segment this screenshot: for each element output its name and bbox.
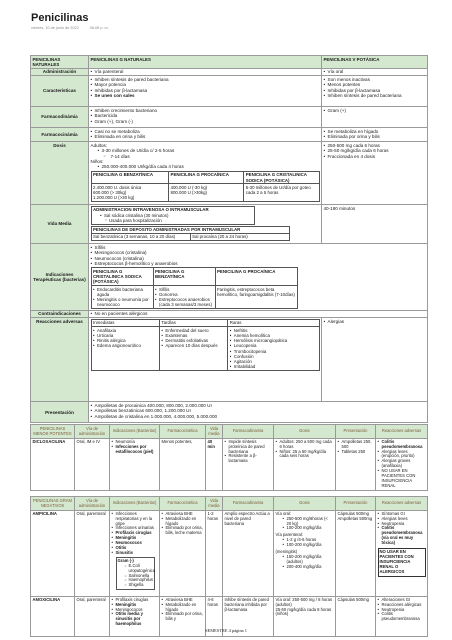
list-item: • Reacciones alérgicas	[378, 603, 426, 608]
list-item: • Síntomas GI	[378, 512, 426, 517]
gram-box	[116, 557, 155, 590]
list-item: • Neutropenia	[378, 608, 426, 613]
col-header: Indicaciones (Bacterias)	[110, 425, 160, 439]
half-life-box-2	[91, 226, 290, 242]
col-header: Presentación	[336, 497, 376, 511]
route: Oral, parenteral	[75, 511, 110, 597]
col-header: Dosis	[274, 497, 336, 511]
list-item: • Endocarditis bacteriana aguda	[93, 287, 151, 297]
list-item: • Sinusitis	[112, 551, 158, 556]
row-label-presentation: Presentación	[31, 402, 89, 423]
page-date: viernes, 10 de junio de 2022	[31, 26, 79, 30]
list-item: • Alteraciones GI	[378, 598, 426, 603]
col-header: PENICILINAS MENOS POTENTES	[31, 425, 75, 439]
row-label-adverse: Reacciones adversas	[31, 318, 89, 402]
list-item: • Enfermedad del suero	[161, 328, 225, 333]
col-header: Vida media	[206, 497, 223, 511]
list-item: • Neumonía	[112, 440, 158, 445]
inner-cell: 600.000 (> 30kg)	[93, 190, 127, 196]
list-item: • Hemólisis microangiopática	[230, 338, 317, 343]
col-header: Vía de administración	[75, 425, 110, 439]
list-item: • Se unen con sales	[91, 93, 320, 98]
drug-name: AMOXICILINA	[31, 597, 75, 637]
row-label-dose: Dosis	[31, 142, 89, 205]
inner-header: Tardías	[159, 319, 227, 326]
col-header: Farmacocinética	[160, 497, 206, 511]
less-potent-table	[30, 424, 428, 491]
list-item: • Profilaxis cirugías	[112, 598, 158, 603]
inner-header: PENICILINA G BENZATÍNICA	[153, 268, 215, 286]
list-item: • 3-30 millones de UI/día c/ 2-5 horas	[98, 148, 320, 153]
col-header: Farmacodinamia	[223, 425, 274, 439]
list-item: • Exantemas	[161, 333, 225, 338]
list-item: • Mayor potencia	[91, 82, 320, 87]
pharmacokinetics: Menos potentes,	[160, 439, 206, 491]
row-label-pharmacodynamics: Farmacodinámia	[31, 107, 89, 128]
list-item: • Urticaria	[93, 333, 157, 338]
inner-cell: Sal procaína (20 a 24 horas)	[190, 233, 289, 240]
list-item: • Neumococos (cristalina)	[91, 256, 426, 261]
col-header: Dosis	[274, 425, 336, 439]
list-item: • Agitación	[230, 359, 317, 364]
col-header: Farmacodinamia	[223, 497, 274, 511]
presentation-item: Cápsulas 500mg	[336, 597, 376, 637]
list-item: • Confusión	[230, 354, 317, 359]
list-item: • Sífilis	[155, 287, 213, 292]
list-item: • 100-200 mg/kg/día	[283, 526, 334, 531]
list-item: • Inhiben crecimiento bacteriano	[91, 108, 320, 113]
warning-box: NO USAR EN PACIENTES CON INSUFICIENCIA RENAL O ALERGICOS	[378, 548, 426, 577]
list-item: ○ Salmonella	[125, 574, 153, 579]
dose-label: Vía parenteral:	[275, 532, 303, 538]
list-item: • Colitis pseudomembranosa	[378, 612, 426, 622]
list-item: • Impide síntesis proteínica de pared bacteriana	[225, 440, 272, 455]
list-item: • Trombocitopenia	[230, 349, 317, 354]
col-header: Vía de administración	[75, 497, 110, 511]
list-item: • 1-2 g /4-6 horas	[283, 538, 334, 543]
list-item: ○ Haemophilus	[125, 578, 153, 583]
col-header: Farmacocinética	[160, 425, 206, 439]
list-item: • 200-400 mg/kg/día	[283, 565, 334, 570]
presentation-item: Cápsulas 500mg	[337, 510, 369, 516]
list-item: • Anemia hemolítica	[230, 333, 317, 338]
dose-adults-label: Adultos:	[90, 142, 108, 148]
list-item: • Colitis pseudomembranosa (vía oral es muy tóxica)	[378, 526, 426, 546]
row-label-half-life: Vida Media	[31, 205, 89, 244]
page-time: 06:08 p. m.	[89, 26, 109, 30]
half-life-v: 40-190 minutos	[322, 205, 428, 244]
list-item: • Otitis media y sinusitis por haemophilus	[112, 612, 158, 627]
inner-header: PENICILINA G PROCAÍNICA	[215, 268, 298, 286]
list-item: • Niños: 25 a 50 mg/kg/día cada seis horas	[276, 450, 334, 460]
half-life: 4-6 horas	[206, 597, 223, 637]
inner-cell: Faringitis, estreptococos beta hemolítico, faringoamigdalitis (7-10días)	[215, 286, 298, 309]
dose-children-label: Niños:	[90, 158, 104, 164]
dose-label: (meningitis)	[275, 549, 298, 555]
indications-inner-table	[91, 267, 299, 309]
inner-cell: 5-30 millones de UI/día por goteo cada 2 a 5 horas	[245, 184, 311, 196]
inner-cell: Sal benzatínica (3 semanas, 10 a 20 días)	[91, 233, 190, 240]
drug-name: AMPICILINA	[31, 511, 75, 597]
list-item: • Profilaxis cirugías	[112, 531, 158, 536]
header-penicillin-g: PENICILINAS G NATURALES	[89, 56, 322, 69]
col-header: Reacciones adversas	[376, 425, 428, 439]
list-item: • Alergias graves (anafilaxia)	[378, 459, 426, 469]
list-item: • Infecciones por estafilococos (piel)	[112, 445, 158, 455]
list-item: • Resistente a β-lactamasa	[225, 454, 272, 464]
list-item: • Se metaboliza en hígado	[324, 129, 426, 134]
list-item: • Meningococos	[112, 608, 158, 613]
dose-label: Vía oral:	[275, 510, 292, 516]
list-item: • No en pacientes alérgicos	[91, 311, 426, 316]
list-item: • Son menos inactivas	[324, 77, 426, 82]
pharmacodynamics: Amplio espectro Actúa a nivel de pared bacteriana	[223, 511, 274, 597]
presentation-item: Ampolletas 500mg	[337, 515, 373, 521]
list-item: • 250.000-400.000 UI/kg/día cada 4 horas	[98, 164, 320, 169]
natural-penicillins-table	[30, 55, 428, 423]
row-label-contraindications: Contraindicaciones	[31, 310, 89, 318]
list-item: • Inhiben síntesis de pared bacteriana	[91, 77, 320, 82]
row-label-admin: Administración	[31, 68, 89, 76]
list-item: • Otitis	[112, 546, 158, 551]
gram-negative-table	[30, 496, 428, 637]
header-natural: PENICILINAS NATURALES	[31, 56, 89, 69]
list-item: • Estreptococos β-hemolítico y anaerobios	[91, 261, 426, 266]
half-life-box-1	[91, 206, 256, 225]
row-label-characteristics: Características	[31, 76, 89, 107]
inner-header: PENICILINA G CRISTALINICA SODICA (POTÁSICA)	[244, 171, 319, 184]
list-item: • Dermatitis exfoliativas	[161, 338, 225, 343]
table-row	[31, 439, 428, 491]
half-life: 1-2 horas	[206, 511, 223, 597]
page-title: Penicilinas	[31, 12, 89, 24]
list-item: • Ampolletas de cristalina en 1.000.000, 4.000.000, 5.000.000	[91, 414, 426, 419]
page-footer: SEMESTRE 4 página 1	[205, 628, 247, 633]
list-item: • Leucopenia	[230, 343, 317, 348]
half-life: 40 min	[206, 439, 223, 491]
list-item: • Tabletas 250	[338, 450, 374, 455]
list-item: • Eliminado por orina, bilis, leche materna	[162, 526, 204, 536]
list-item: • Gram (+), Gram (-)	[91, 119, 320, 124]
drug-name: DICLOXACILINA	[31, 439, 75, 491]
list-item: • Meningococos (cristalina)	[91, 250, 426, 255]
inner-cell: 2.400.000 U. dosis única	[93, 184, 142, 190]
list-item: • NO USAR EN PACIENTES CON INSUFICIENCIA RENAL	[378, 469, 426, 489]
box-title: ADMINISTRACION INTRAVENOSA O INTRAMUSCULAR	[93, 207, 209, 213]
adverse-inner-table	[91, 319, 320, 371]
list-item: ○ E.Coli uropatogénica	[125, 564, 153, 574]
dose-item: 25-50 mg/kg/día cada 8 horas (niños)	[275, 606, 332, 617]
list-item: • Inhibidas por β-lactamasa	[91, 88, 320, 93]
list-item: • Meningitis	[112, 536, 158, 541]
list-item: • Inhibidas por β-lactamasa	[324, 88, 426, 93]
dose-inner-table	[91, 171, 320, 202]
list-item: • Eliminada en orina y bilis	[91, 134, 320, 139]
list-item: • Edema angioneurótico	[93, 343, 157, 348]
list-item: • Colitis pseudomembranosa	[378, 440, 426, 450]
row-label-pharmacokinetics: Farmacocinámia	[31, 128, 89, 142]
inner-header: Inmediatas	[91, 319, 159, 326]
list-item: • Infecciones urinarias	[112, 526, 158, 531]
gram-label: Gram (-)	[117, 557, 134, 563]
list-item: • Adultos: 250 a 500 mg cada 6 horas	[276, 440, 334, 450]
list-item: • Eliminado por orina, bilis y	[162, 612, 204, 622]
inner-header: PENICILINA G PROCAÍNICA	[169, 171, 244, 184]
list-item: • 25-50 mg/kg/día cada 6 horas	[324, 148, 426, 153]
table-row	[31, 511, 428, 597]
list-item: • Meningitis	[112, 603, 158, 608]
list-item: • Alergias	[324, 319, 426, 324]
list-item: • Alergias leves	[378, 517, 426, 522]
list-item: • Nefritis	[230, 328, 317, 333]
list-item: • Neumococos	[112, 541, 158, 546]
list-item: • Casi no se metaboliza	[91, 129, 320, 134]
list-item: • Gonorrea	[155, 292, 213, 297]
inner-header: PENICILINA G BENZATÍNICA	[91, 171, 169, 184]
list-item: • Anafilaxia	[93, 328, 157, 333]
col-header: Vida media	[206, 425, 223, 439]
list-item: ○ Shigella	[125, 583, 153, 588]
list-item: • Atraviesa BHE	[162, 512, 204, 517]
list-item: • Gram (+)	[324, 108, 426, 113]
list-item: • Ampolletas benzatinicas 600.000, 1.200.000 UI	[91, 408, 426, 413]
admin-v: • Vía oral	[324, 69, 426, 74]
list-item: • 150-200 mg/kg/día (adultos)	[283, 555, 334, 565]
list-item: • Meningitis o neumonía por neumococo	[93, 297, 151, 307]
list-item: • Metabolizado en hígado	[162, 603, 204, 613]
row-label-indications: Indicaciones Terapéuticas (bacterias)	[31, 244, 89, 311]
list-item: • Rinitis alérgica	[93, 338, 157, 343]
list-item: ○ 7-14 días	[104, 154, 320, 159]
list-item: • Estreptococos anaerobios (cada 3 semanas/3 meses)	[155, 297, 213, 307]
header-penicillin-v: PENICILINAS V POTÁSICA	[322, 56, 428, 69]
col-header: Indicaciones (Bacterias)	[110, 497, 160, 511]
list-item: ○ Usada para hospitalización	[105, 218, 253, 223]
list-item: • 250-500 mg cada 6 horas	[324, 143, 426, 148]
inner-cell: 800.000 U (>30kg)	[170, 190, 208, 196]
route: Oral, parenteral	[75, 597, 110, 637]
inner-cell: 1.200.000 U (>30 kg)	[93, 195, 135, 201]
list-item: • Bactericida	[91, 113, 320, 118]
inner-header: Raras	[228, 319, 319, 326]
list-item: • Metabolizado en hígado	[162, 517, 204, 527]
box-title: PENICILINAS DE DEPOSITO ADMINISTRADAS POR INTRAMUSCULAR	[91, 226, 289, 233]
admin-g: • Vía parenteral	[91, 69, 320, 74]
dose-item: Vía oral: 250-500 mg / 8 horas (adultos)	[275, 596, 333, 607]
list-item: • Fraccionada en 4 dosis	[324, 154, 426, 159]
list-item: • Eliminada por orina y bilis	[324, 134, 426, 139]
col-header: PENICILINAS GRAM NEGATIVOS	[31, 497, 75, 511]
list-item: • Aparecen 10 días después	[161, 343, 225, 348]
list-item: • 250-500 mg/6horas (< 20 kg)	[283, 517, 334, 527]
list-item: • Sífilis	[91, 245, 426, 250]
list-item: • Atraviesa BHE	[162, 598, 204, 603]
list-item: • Neutropenia	[378, 522, 426, 527]
pharmacodynamics: Inhibe síntesis de pared bacteriana inhibida por β-lactamasa	[223, 597, 274, 637]
inner-cell: 400.000 U (-30 kg)	[170, 184, 208, 190]
list-item: • Alergias leves (erupción, prurito)	[378, 450, 426, 460]
list-item: • Ampolletas 250, 500	[338, 440, 374, 450]
col-header: Presentación	[336, 425, 376, 439]
list-item: • Sal sódica cristalina (30 minutos)	[100, 213, 253, 218]
list-item: • Inhiben síntesis de pared bacteriana	[324, 93, 426, 98]
list-item: • 100-200 mg/kg/día	[283, 543, 334, 548]
list-item: • Irritabilidad	[230, 364, 317, 369]
list-item: • Infecciones respiratorias y en la gripe	[112, 512, 158, 527]
route: Oral, IM e IV	[75, 439, 110, 491]
inner-header: PENICILINA G CRISTALINICA SODICA (POTÁSICA)	[91, 268, 153, 286]
list-item: • Menos potentes	[324, 82, 426, 87]
list-item: • Ampolletas de procainica 400.000, 800.000, 2.000.000 UI	[91, 403, 426, 408]
page-meta	[31, 26, 119, 30]
col-header: Reacciones adversas	[376, 497, 428, 511]
